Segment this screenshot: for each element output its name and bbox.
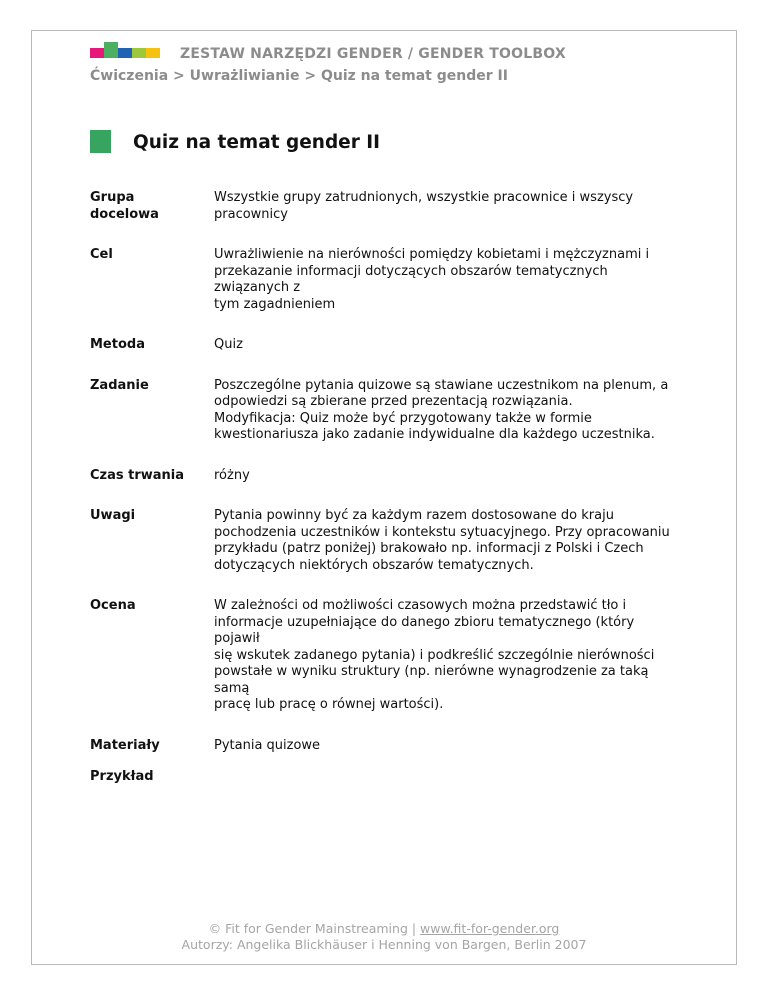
detail-value-line: kwestionariusza jako zadanie indywidualne dla każdego uczestnika. [214, 427, 655, 442]
detail-value-line: powstałe w wyniku struktury (np. nierówne wynagrodzenie za taką samą [214, 664, 649, 696]
detail-row-label [90, 190, 214, 223]
detail-row-value [214, 738, 684, 755]
detail-row-label [90, 378, 214, 395]
detail-label-line: Ocena [90, 598, 136, 613]
toolbox-logo-bar [90, 43, 160, 58]
detail-label-line: Grupa [90, 190, 135, 205]
detail-row [90, 598, 700, 714]
detail-value-line: W zależności od możliwości czasowych można przedstawić tło i [214, 598, 627, 613]
detail-row [90, 508, 700, 574]
detail-row [90, 378, 700, 444]
detail-label-line: Zadanie [90, 377, 149, 393]
detail-label-line: Cel [90, 247, 113, 262]
logo-segment-lime [132, 48, 146, 58]
detail-row-label [90, 337, 214, 354]
detail-value-line: się wskutek zadanego pytania) i podkreślić szczególnie nierówności [214, 647, 655, 663]
detail-row-value [214, 508, 684, 574]
footer [0, 921, 768, 953]
detail-label-line: Metoda [90, 337, 145, 352]
detail-row-label [90, 508, 214, 525]
footer-copyright-text: © Fit for Gender Mainstreaming | [208, 921, 421, 936]
detail-value-line: Poszczególne pytania quizowe są stawiane uczestnikom na plenum, a [214, 377, 669, 393]
detail-row-value [214, 247, 684, 313]
exercise-details-table [90, 190, 700, 778]
detail-value-line: Modyfikacja: Quiz może być przygotowany także w formie [214, 410, 592, 426]
detail-value-line: Wszystkie grupy zatrudnionych, wszystkie pracownice i wszyscy [214, 190, 634, 205]
title-marker-square [90, 130, 111, 153]
breadcrumb: Ćwiczenia > Uwrażliwianie > Quiz na temat gender II [90, 68, 508, 84]
detail-value-line: dotyczących niektórych obszarów tematycznych. [214, 557, 534, 573]
detail-value-line: pochodzenia uczestników i kontekstu sytuacyjnego. Przy opracowaniu [214, 524, 670, 540]
detail-row [90, 337, 700, 354]
detail-row-label [90, 247, 214, 264]
detail-value-line: Quiz [214, 337, 243, 352]
detail-value-line: przekazanie informacji dotyczących obszarów tematycznych związanych z [214, 263, 608, 295]
detail-row [90, 190, 700, 223]
detail-row-label [90, 738, 214, 755]
detail-value-line: Uwrażliwienie na nierówności pomiędzy kobietami i mężczyznami i [214, 247, 650, 262]
detail-row-value [214, 378, 684, 444]
detail-row [90, 468, 700, 485]
detail-value-line: informacje uzupełniające do danego zbioru tematycznego (który pojawił [214, 614, 635, 646]
detail-row-label [90, 468, 214, 485]
detail-value-line: różny [214, 467, 250, 483]
toolbox-header-title: ZESTAW NARZĘDZI GENDER / GENDER TOOLBOX [180, 46, 566, 62]
detail-value-line: odpowiedzi są zbierane przed prezentacją rozwiązania. [214, 394, 573, 409]
detail-value-line: tym zagadnieniem [214, 296, 336, 312]
detail-value-line: pracę lub pracę o równej wartości). [214, 697, 444, 712]
detail-row [90, 738, 700, 755]
detail-row-value [214, 337, 684, 354]
detail-value-line: Pytania quizowe [214, 737, 321, 753]
detail-label-line: docelowa [90, 206, 159, 222]
example-label: Przykład [90, 769, 154, 784]
detail-label-line: Uwagi [90, 508, 136, 523]
detail-row-value [214, 468, 684, 485]
detail-label-line: Czas trwania [90, 467, 185, 483]
logo-segment-green [104, 42, 118, 58]
detail-row-value [214, 190, 684, 223]
detail-row-label [90, 598, 214, 615]
detail-row [90, 247, 700, 313]
logo-segment-blue [118, 48, 132, 58]
detail-row-value [214, 598, 684, 714]
detail-label-line: Materiały [90, 737, 160, 753]
footer-copyright [0, 921, 768, 937]
footer-authors: Autorzy: Angelika Blickhäuser i Henning von Bargen, Berlin 2007 [181, 937, 587, 952]
website-link[interactable]: www.fit-for-gender.org [420, 921, 560, 936]
page-title: Quiz na temat gender II [133, 132, 381, 153]
logo-segment-magenta [90, 48, 104, 58]
detail-value-line: przykładu (patrz poniżej) brakowało np. informacji z Polski i Czech [214, 541, 644, 556]
detail-value-line: Pytania powinny być za każdym razem dostosowane do kraju [214, 508, 614, 523]
logo-segment-yellow [146, 48, 160, 58]
detail-value-line: pracownicy [214, 206, 288, 222]
